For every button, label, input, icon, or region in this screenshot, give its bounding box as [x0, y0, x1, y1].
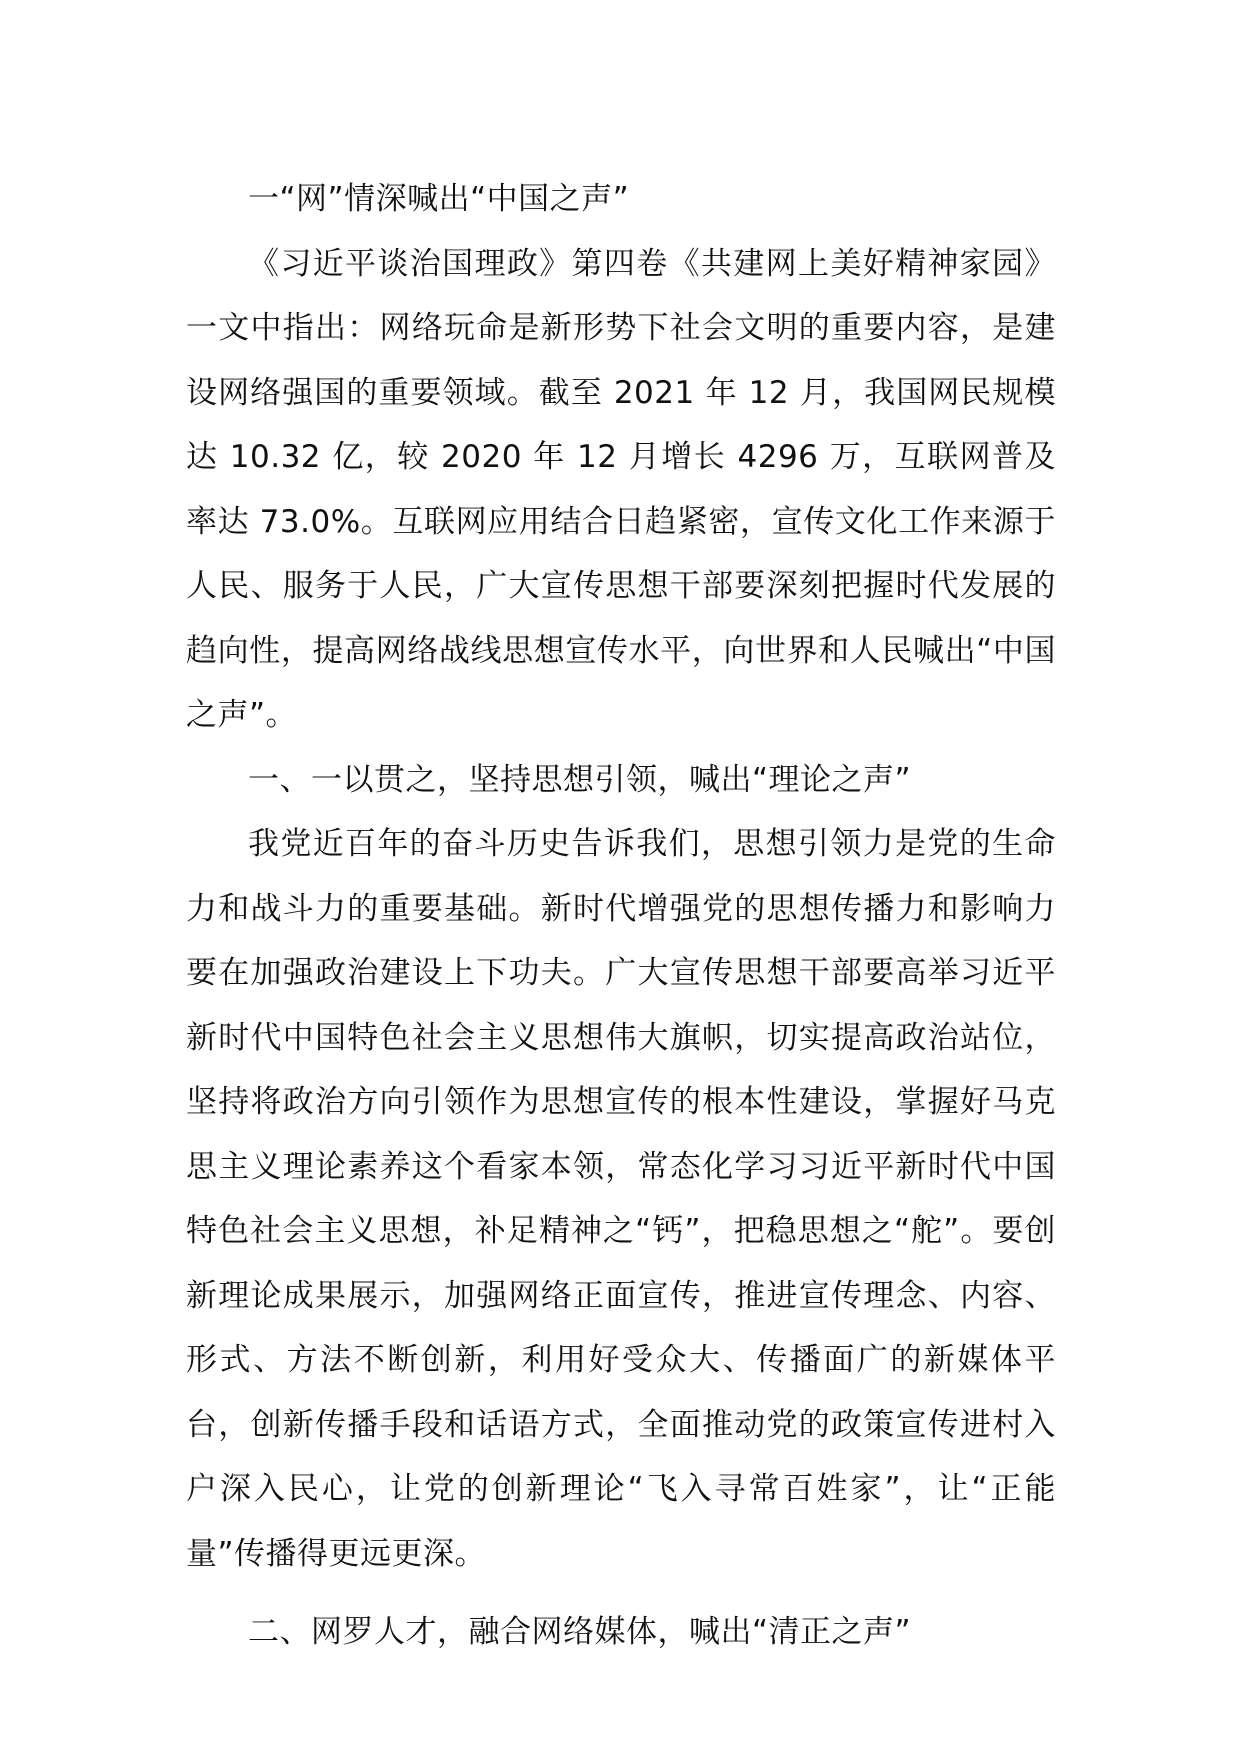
document-title: 一“网”情深喊出“中国之声” [248, 181, 630, 217]
section-heading: 二、网罗人才，融合网络媒体，喊出“清正之声” [248, 1614, 912, 1650]
intro-paragraph: 《习近平谈治国理政》第四卷《共建网上美好精神家园》一文中指出：网络玩命是新形势下社会文明的重要内容，是建设网络强国的重要领域。截至 2021 年 12 月，我国网民规模达 10.32 亿，较 2020 年 12 月增长 4296 万，互联网普及率达 73.0%。互联网应用结合日趋紧密，宣传文化工作来源于人民、服务于人民，广大宣传思想干部要深刻把握时代发展的趋向性，提高网络战线思想宣传水平，向世界和人民喊出“中国之声”。 [186, 245, 1056, 733]
section-heading: 一、一以贯之，坚持思想引领，喊出“理论之声” [248, 761, 912, 798]
body-paragraph: 我党近百年的奋斗历史告诉我们，思想引领力是党的生命力和战斗力的重要基础。新时代增强党的思想传播力和影响力要在加强政治建设上下功夫。广大宣传思想干部要高举习近平新时代中国特色社会主义思想伟大旗帜，切实提高政治站位，坚持将政治方向引领作为思想宣传的根本性建设，掌握好马克思主义理论素养这个看家本领，常态化学习习近平新时代中国特色社会主义思想，补足精神之“钙”，把稳思想之“舵”。要创新理论成果展示，加强网络正面宣传，推进宣传理念、内容、形式、方法不断创新，利用好受众大、传播面广的新媒体平台，创新传播手段和话语方式，全面推动党的政策宣传进村入户深入民心，让党的创新理论“飞入寻常百姓家”，让“正能量”传播得更远更深。 [186, 826, 1056, 1572]
document-body [186, 167, 1056, 1665]
